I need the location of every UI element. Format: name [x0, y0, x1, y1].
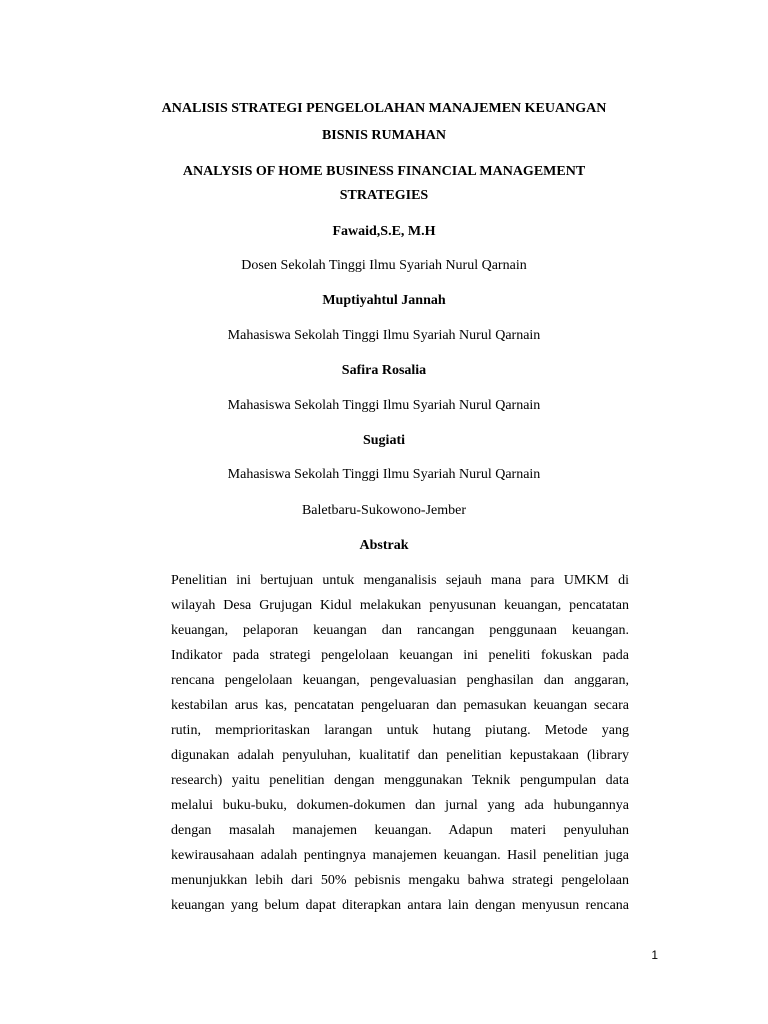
english-title-line-2: STRATEGIES	[339, 188, 429, 203]
title-line-1: ANALISIS STRATEGI PENGELOLAHAN MANAJEMEN KEUANGAN	[161, 101, 607, 116]
abstract-line: wilayah Desa Grujugan Kidul melakukan penyusunan keuangan, pencatatan	[171, 598, 629, 613]
author-affiliation: Dosen Sekolah Tinggi Ilmu Syariah Nurul Qarnain	[241, 258, 527, 273]
abstract-line: digunakan adalah penyuluhan, kualitatif dan penelitian kepustakaan (library	[171, 748, 629, 763]
abstract-line: keuangan yang belum dapat diterapkan antara lain dengan menyusun rencana	[171, 898, 629, 913]
abstract-body	[171, 568, 629, 918]
abstract-line: kestabilan arus kas, pencatatan pengeluaran dan pemasukan keuangan secara	[171, 698, 629, 713]
author-affiliation: Mahasiswa Sekolah Tinggi Ilmu Syariah Nurul Qarnain	[227, 467, 541, 482]
abstract-line: Penelitian ini bertujuan untuk menganalisis sejauh mana para UMKM di	[171, 573, 629, 588]
abstract-line: keuangan, pelaporan keuangan dan rancangan penggunaan keuangan.	[171, 623, 629, 638]
author-name: Fawaid,S.E, M.H	[332, 224, 436, 239]
author-affiliation: Mahasiswa Sekolah Tinggi Ilmu Syariah Nurul Qarnain	[227, 398, 541, 413]
title-line-2: BISNIS RUMAHAN	[321, 128, 447, 143]
abstract-line: menunjukkan lebih dari 50% pebisnis mengaku bahwa strategi pengelolaan	[171, 873, 629, 888]
author-name: Sugiati	[362, 433, 405, 448]
abstract-line: melalui buku-buku, dokumen-dokumen dan jurnal yang ada hubungannya	[171, 798, 629, 813]
author-affiliation: Mahasiswa Sekolah Tinggi Ilmu Syariah Nurul Qarnain	[227, 328, 541, 343]
abstract-line: research) yaitu penelitian dengan menggunakan Teknik pengumpulan data	[171, 773, 629, 788]
page-number: 1	[651, 948, 658, 962]
author-name: Muptiyahtul Jannah	[322, 293, 446, 308]
abstract-heading: Abstrak	[359, 538, 409, 553]
abstract-line: Indikator pada strategi pengelolaan keuangan ini peneliti fokuskan pada	[171, 648, 629, 663]
author-name: Safira Rosalia	[341, 363, 427, 378]
abstract-line: rutin, memprioritaskan larangan untuk hutang piutang. Metode yang	[171, 723, 629, 738]
english-title-line-1: ANALYSIS OF HOME BUSINESS FINANCIAL MANAGEMENT	[182, 164, 586, 179]
abstract-line: rencana pengelolaan keuangan, pengevaluasian penghasilan dan anggaran,	[171, 673, 629, 688]
abstract-line: dengan masalah manajemen keuangan. Adapun materi penyuluhan	[171, 823, 629, 838]
abstract-line: kewirausahaan adalah pentingnya manajemen keuangan. Hasil penelitian juga	[171, 848, 629, 863]
address: Baletbaru-Sukowono-Jember	[301, 503, 467, 518]
